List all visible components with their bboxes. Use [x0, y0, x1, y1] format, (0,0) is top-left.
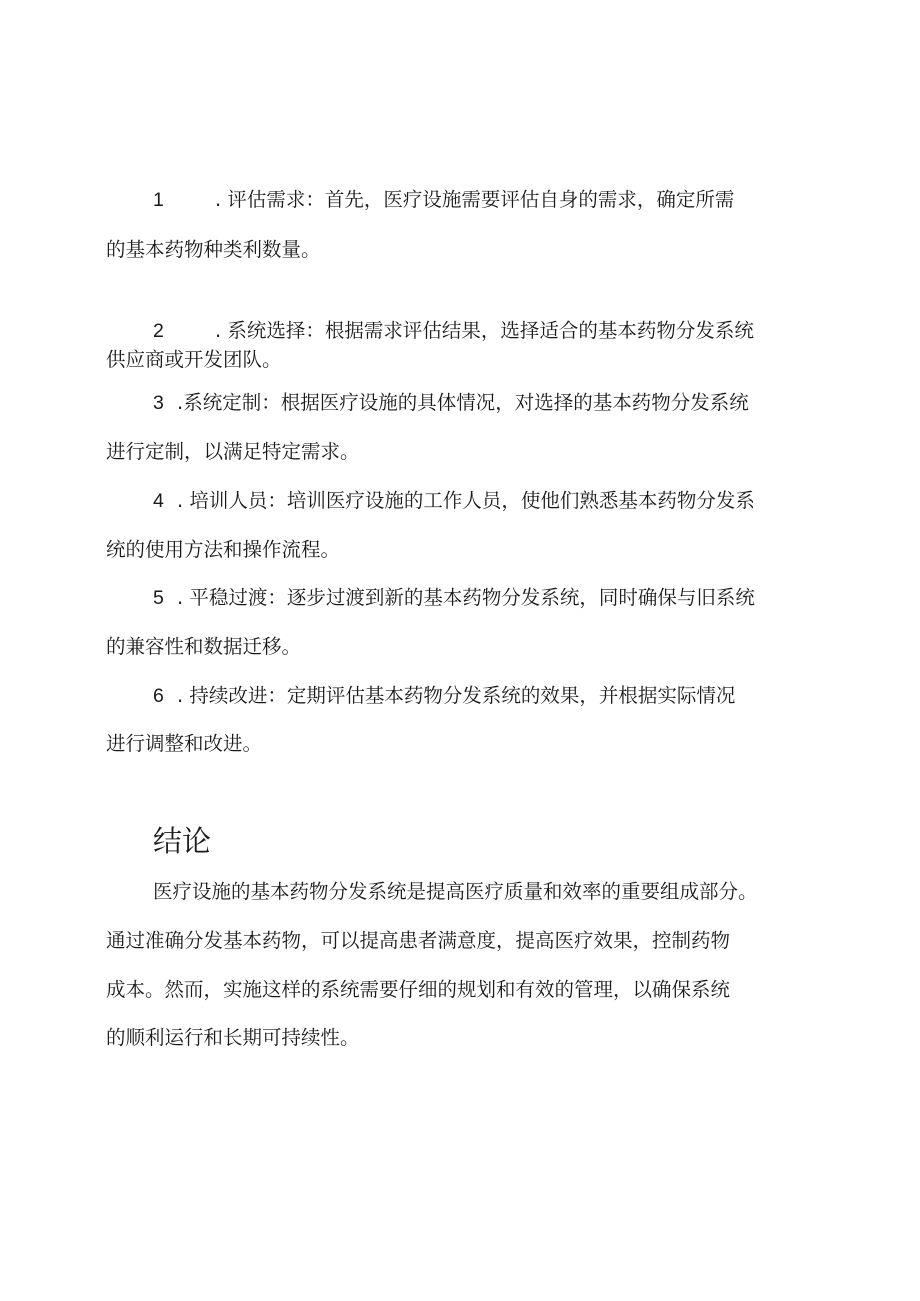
step-6-number: 6 — [153, 685, 164, 707]
step-1-line-2: 的基本药物种类利数量。 — [106, 238, 321, 261]
step-1-text: . 评估需求：首先，医疗设施需要评估自身的需求，确定所需 — [215, 188, 735, 211]
conclusion-line-3: 成本。然而，实施这样的系统需要仔细的规划和有效的管理，以确保系统 — [106, 978, 731, 1001]
step-5-number: 5 — [153, 587, 164, 609]
step-1-line-1 — [153, 188, 734, 212]
step-4-line-1 — [153, 489, 755, 513]
step-6-line-1 — [153, 684, 735, 708]
conclusion-line-4: 的顺利运行和长期可持续性。 — [106, 1026, 360, 1049]
step-4-line-2: 统的使用方法和操作流程。 — [106, 538, 341, 561]
step-1-number: 1 — [153, 189, 164, 211]
step-2-line-1 — [153, 319, 754, 343]
step-6-text: . 持续改进：定期评估基本药物分发系统的效果，并根据实际情况 — [177, 684, 736, 707]
step-2-text: . 系统选择：根据需求评估结果，选择适合的基本药物分发系统 — [215, 319, 754, 342]
step-5-text: . 平稳过渡：逐步过渡到新的基本药物分发系统，同时确保与旧系统 — [177, 586, 755, 609]
step-4-number: 4 — [153, 490, 164, 512]
step-3-line-1 — [153, 391, 749, 415]
step-3-line-2: 进行定制，以满足特定需求。 — [106, 440, 360, 463]
step-5-line-1 — [153, 586, 755, 610]
conclusion-heading: 结论 — [153, 824, 212, 858]
step-3-text: .系统定制：根据医疗设施的具体情况，对选择的基本药物分发系统 — [177, 391, 749, 414]
step-2-line-2: 供应商或开发团队。 — [106, 348, 282, 371]
conclusion-line-2: 通过准确分发基本药物，可以提高患者满意度，提高医疗效果，控制药物 — [106, 929, 731, 952]
step-5-line-2: 的兼容性和数据迁移。 — [106, 635, 302, 658]
step-4-text: . 培训人员：培训医疗设施的工作人员，使他们熟悉基本药物分发系 — [177, 489, 755, 512]
step-2-number: 2 — [153, 320, 164, 342]
step-6-line-2: 进行调整和改进。 — [106, 732, 263, 755]
step-3-number: 3 — [153, 392, 164, 414]
conclusion-line-1: 医疗设施的基本药物分发系统是提高医疗质量和效率的重要组成部分。 — [153, 880, 758, 903]
